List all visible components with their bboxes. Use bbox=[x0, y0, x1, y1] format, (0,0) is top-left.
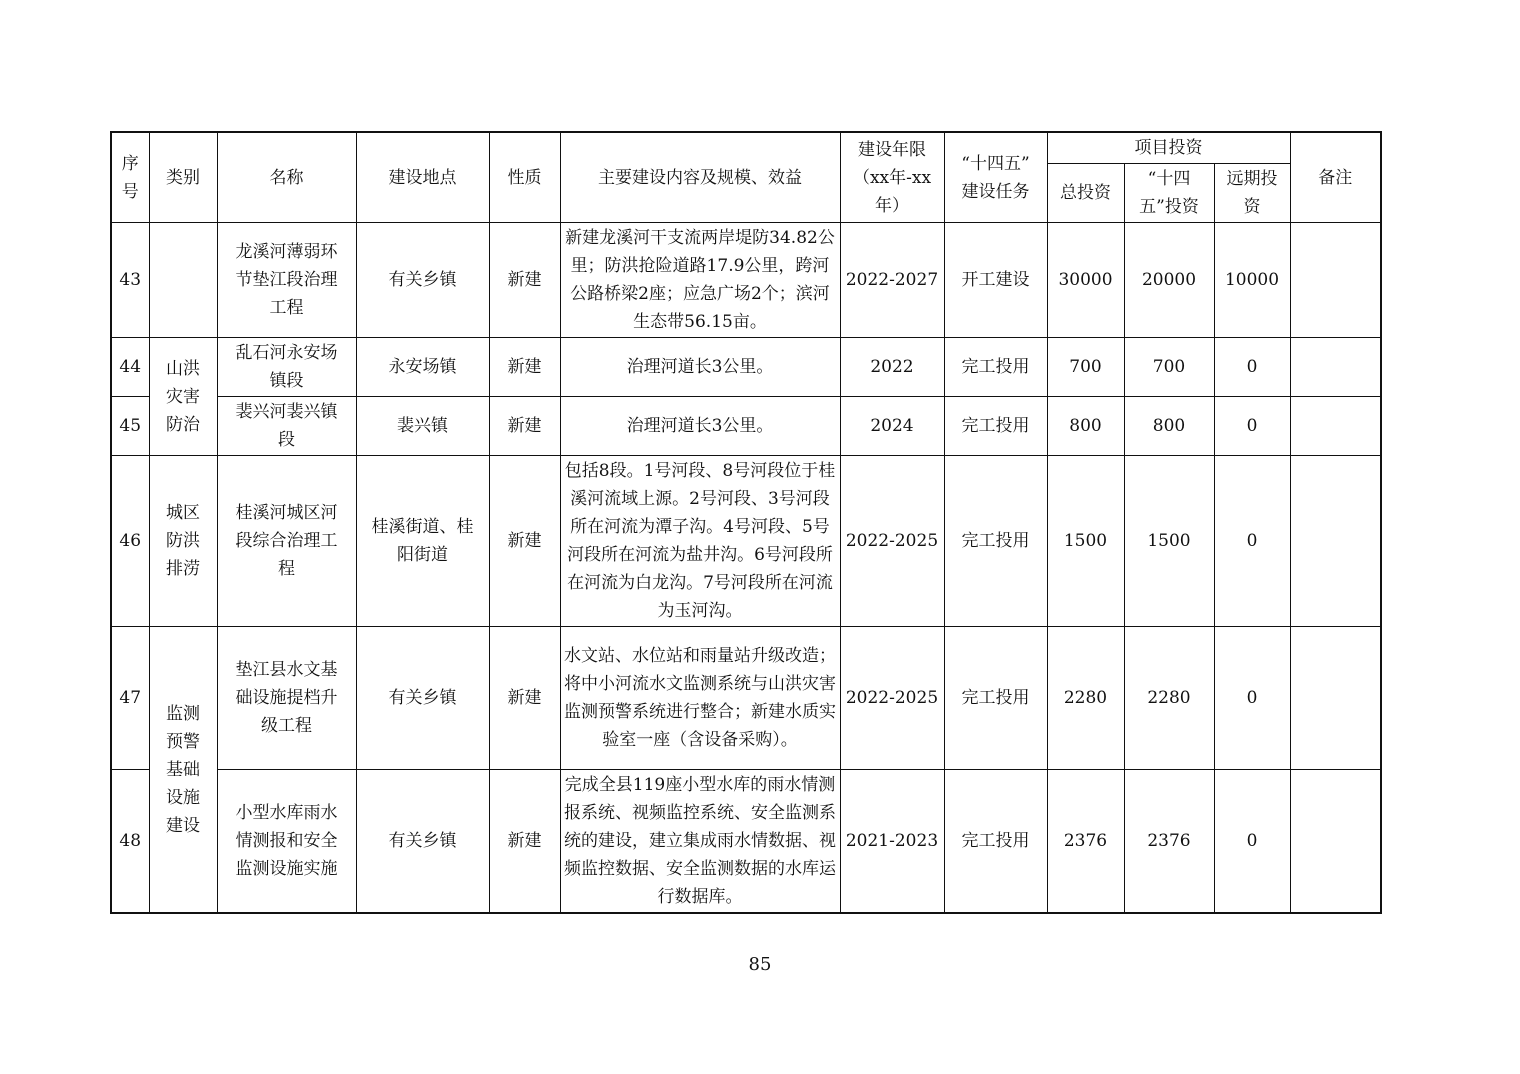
cell-seq: 43 bbox=[111, 223, 149, 338]
cell-total: 1500 bbox=[1047, 456, 1124, 627]
cell-seq: 45 bbox=[111, 397, 149, 456]
cell-location: 有关乡镇 bbox=[356, 627, 489, 770]
cell-category bbox=[149, 223, 217, 338]
page-number: 85 bbox=[748, 954, 772, 975]
cell-category-monitor: 监测 预警 基础 设施 建设 bbox=[149, 627, 217, 914]
table-row bbox=[111, 397, 1381, 456]
header-task: “十四五” 建设任务 bbox=[944, 132, 1047, 223]
cell-nature: 新建 bbox=[489, 627, 560, 770]
cell-total: 700 bbox=[1047, 338, 1124, 397]
cell-longterm: 0 bbox=[1214, 627, 1290, 770]
cell-fiveyear: 2280 bbox=[1124, 627, 1214, 770]
cell-name: 小型水库雨水 情测报和安全 监测设施实施 bbox=[217, 770, 356, 914]
cell-remark bbox=[1290, 456, 1381, 627]
project-table bbox=[110, 131, 1382, 914]
cell-remark bbox=[1290, 770, 1381, 914]
cell-seq: 44 bbox=[111, 338, 149, 397]
cell-task: 完工投用 bbox=[944, 627, 1047, 770]
cell-remark bbox=[1290, 338, 1381, 397]
table-row bbox=[111, 456, 1381, 627]
cell-seq: 46 bbox=[111, 456, 149, 627]
cell-nature: 新建 bbox=[489, 223, 560, 338]
cell-total: 2280 bbox=[1047, 627, 1124, 770]
cell-longterm: 0 bbox=[1214, 397, 1290, 456]
cell-content: 治理河道长3公里。 bbox=[560, 397, 840, 456]
cell-period: 2022-2027 bbox=[840, 223, 944, 338]
cell-nature: 新建 bbox=[489, 770, 560, 914]
cell-fiveyear: 1500 bbox=[1124, 456, 1214, 627]
cell-name: 龙溪河薄弱环 节垫江段治理 工程 bbox=[217, 223, 356, 338]
cell-longterm: 0 bbox=[1214, 456, 1290, 627]
cell-total: 800 bbox=[1047, 397, 1124, 456]
cell-period: 2022-2025 bbox=[840, 627, 944, 770]
cell-location: 有关乡镇 bbox=[356, 770, 489, 914]
cell-period: 2022-2025 bbox=[840, 456, 944, 627]
table-row bbox=[111, 223, 1381, 338]
table-row bbox=[111, 627, 1381, 770]
header-total: 总投资 bbox=[1047, 164, 1124, 223]
header-category: 类别 bbox=[149, 132, 217, 223]
cell-period: 2022 bbox=[840, 338, 944, 397]
table-row bbox=[111, 770, 1381, 914]
cell-remark bbox=[1290, 627, 1381, 770]
cell-period: 2021-2023 bbox=[840, 770, 944, 914]
cell-longterm: 0 bbox=[1214, 338, 1290, 397]
cell-fiveyear: 800 bbox=[1124, 397, 1214, 456]
header-name: 名称 bbox=[217, 132, 356, 223]
header-seq: 序 号 bbox=[111, 132, 149, 223]
cell-task: 完工投用 bbox=[944, 338, 1047, 397]
header-nature: 性质 bbox=[489, 132, 560, 223]
cell-location: 桂溪街道、桂 阳街道 bbox=[356, 456, 489, 627]
header-content: 主要建设内容及规模、效益 bbox=[560, 132, 840, 223]
cell-fiveyear: 2376 bbox=[1124, 770, 1214, 914]
cell-location: 裴兴镇 bbox=[356, 397, 489, 456]
header-longterm: 远期投 资 bbox=[1214, 164, 1290, 223]
cell-content: 水文站、水位站和雨量站升级改造；将中小河流水文监测系统与山洪灾害监测预警系统进行整合；新建水质实验室一座（含设备采购）。 bbox=[560, 627, 840, 770]
cell-remark bbox=[1290, 397, 1381, 456]
cell-category-flood: 山洪 灾害 防治 bbox=[149, 338, 217, 456]
cell-name: 乱石河永安场 镇段 bbox=[217, 338, 356, 397]
cell-fiveyear: 700 bbox=[1124, 338, 1214, 397]
header-fiveyear: “十四 五”投资 bbox=[1124, 164, 1214, 223]
cell-total: 2376 bbox=[1047, 770, 1124, 914]
cell-category-urban: 城区 防洪 排涝 bbox=[149, 456, 217, 627]
cell-remark bbox=[1290, 223, 1381, 338]
cell-task: 开工建设 bbox=[944, 223, 1047, 338]
cell-content: 完成全县119座小型水库的雨水情测报系统、视频监控系统、安全监测系统的建设，建立集成雨水情数据、视频监控数据、安全监测数据的水库运行数据库。 bbox=[560, 770, 840, 914]
cell-nature: 新建 bbox=[489, 338, 560, 397]
cell-task: 完工投用 bbox=[944, 456, 1047, 627]
cell-nature: 新建 bbox=[489, 456, 560, 627]
cell-fiveyear: 20000 bbox=[1124, 223, 1214, 338]
cell-content: 新建龙溪河干支流两岸堤防34.82公里；防洪抢险道路17.9公里，跨河公路桥梁2座；应急广场2个；滨河生态带56.15亩。 bbox=[560, 223, 840, 338]
cell-location: 永安场镇 bbox=[356, 338, 489, 397]
cell-content: 包括8段。1号河段、8号河段位于桂溪河流域上源。2号河段、3号河段所在河流为潭子沟。4号河段、5号河段所在河流为盐井沟。6号河段所在河流为白龙沟。7号河段所在河流为玉河沟。 bbox=[560, 456, 840, 627]
header-remark: 备注 bbox=[1290, 132, 1381, 223]
cell-content: 治理河道长3公里。 bbox=[560, 338, 840, 397]
cell-period: 2024 bbox=[840, 397, 944, 456]
cell-seq: 47 bbox=[111, 627, 149, 770]
cell-name: 垫江县水文基 础设施提档升 级工程 bbox=[217, 627, 356, 770]
cell-total: 30000 bbox=[1047, 223, 1124, 338]
cell-task: 完工投用 bbox=[944, 397, 1047, 456]
header-period: 建设年限 （xx年-xx 年） bbox=[840, 132, 944, 223]
cell-name: 裴兴河裴兴镇 段 bbox=[217, 397, 356, 456]
cell-nature: 新建 bbox=[489, 397, 560, 456]
table-row bbox=[111, 338, 1381, 397]
cell-seq: 48 bbox=[111, 770, 149, 914]
header-location: 建设地点 bbox=[356, 132, 489, 223]
cell-name: 桂溪河城区河 段综合治理工 程 bbox=[217, 456, 356, 627]
cell-longterm: 10000 bbox=[1214, 223, 1290, 338]
cell-task: 完工投用 bbox=[944, 770, 1047, 914]
cell-longterm: 0 bbox=[1214, 770, 1290, 914]
header-investment: 项目投资 bbox=[1047, 132, 1290, 164]
cell-location: 有关乡镇 bbox=[356, 223, 489, 338]
